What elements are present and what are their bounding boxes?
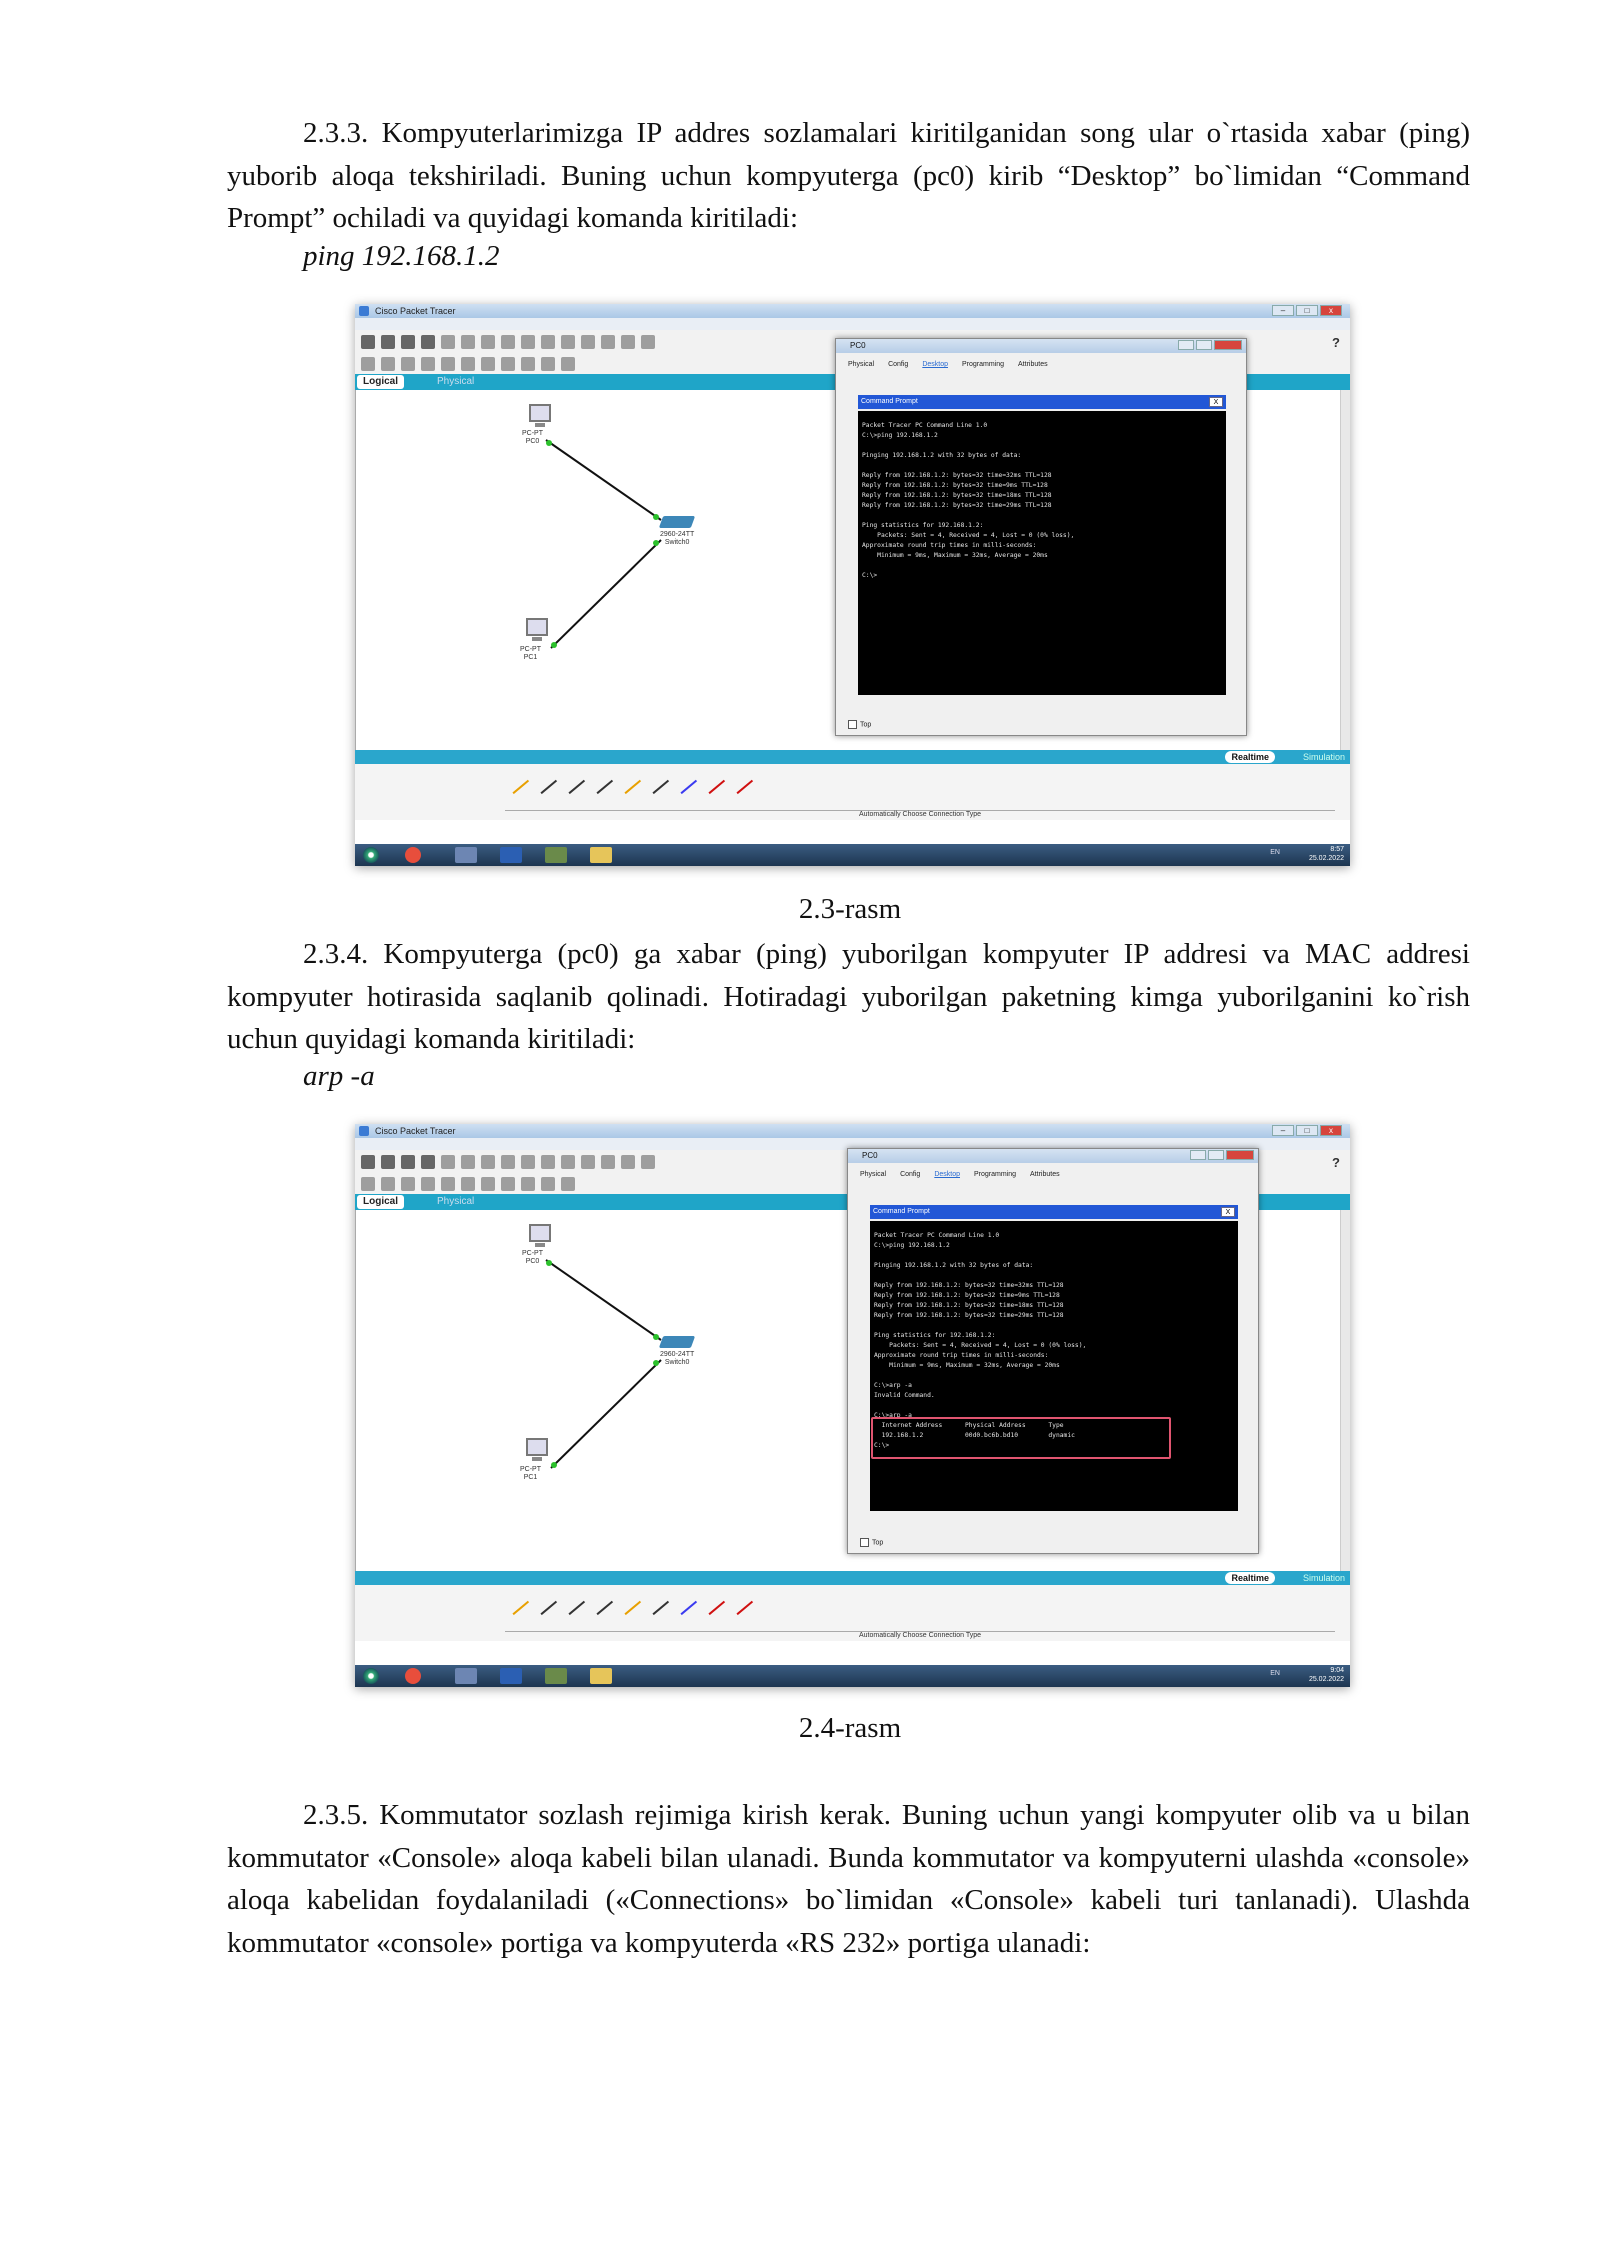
screenshot-figure-2-3 [355,304,1350,866]
clock-date: 25.02.2022 [1308,855,1344,862]
serial-dte-icon[interactable] [725,766,753,794]
auto-cable-icon[interactable] [501,1587,529,1615]
system-clock [1309,845,1344,863]
windows-taskbar [355,844,1350,866]
zoom-reset-icon[interactable] [581,1155,595,1169]
clock-date: 25.02.2022 [1308,1676,1344,1683]
pc0-dialog [835,338,1247,736]
dialog-titlebar [836,339,1246,353]
command-prompt-titlebar [858,395,1226,409]
line-icon[interactable] [461,357,475,371]
link-status-dot [551,1462,557,1468]
tab-attributes[interactable]: Attributes [1030,1171,1060,1178]
chrome-icon[interactable] [405,1668,421,1684]
tab-desktop[interactable]: Desktop [922,361,948,368]
info-icon[interactable] [441,1155,455,1169]
app-titlebar [355,304,1350,318]
link-status-dot [653,1360,659,1366]
print-icon[interactable] [421,1155,435,1169]
simulation-mode-button[interactable]: Simulation [1302,1573,1345,1583]
command-prompt-titlebar [870,1205,1238,1219]
paragraph-text: 2.3.4. Kompyuterga (pc0) ga xabar (ping) yuborilgan kompyuter IP addresi va MAC addresi kompyuter hotirasida saqlanib qolinadi. Hotiradagi yuborilgan paketning kimga yuborilganini ko`rish uchun quyidagi komanda kiritiladi: [227,938,1470,1055]
custom-device-icon[interactable] [641,1155,655,1169]
top-checkbox[interactable]: Top [860,1538,883,1547]
drawing-palette-icon[interactable] [621,1155,635,1169]
packet-tracer-task-icon[interactable] [545,847,567,863]
serial-dte-icon[interactable] [725,1587,753,1615]
pc1-label: PC-PT PC1 [520,1466,541,1481]
redo-icon[interactable] [541,1155,555,1169]
window-controls [1272,1125,1342,1136]
maximize-button[interactable]: □ [1296,1125,1318,1136]
logical-tab[interactable]: Logical [357,375,404,389]
complex-pdu-icon[interactable] [561,1177,575,1191]
info-icon[interactable] [441,335,455,349]
packet-tracer-icon [359,306,369,316]
packet-tracer-icon [359,1126,369,1136]
paragraph-text: 2.3.5. Kommutator sozlash rejimiga kirish kerak. Buning uchun yangi kompyuter olib va u bilan kommutator «Console» aloqa kabeli bilan ulanadi. Bunda kommutator va kompyuterni ulashda «console» aloqa kabelidan foydalaniladi («Connections» bo`limidan «Console» kabeli turi tanlanadi). Ulashda kommutator «console» portiga va kompyuterda «RS 232» portiga ulanadi: [227,1799,1470,1959]
auto-cable-icon[interactable] [501,766,529,794]
wizard-icon[interactable] [461,1155,475,1169]
console-cable-icon[interactable] [529,766,557,794]
link-status-dot [653,540,659,546]
file-icon[interactable] [455,847,477,863]
drawing-palette-icon[interactable] [621,335,635,349]
paste-icon[interactable] [501,1155,515,1169]
zoom-reset-icon[interactable] [581,335,595,349]
arp-table-highlight [871,1417,1171,1459]
workspace-scrollbar[interactable] [1340,390,1350,750]
tab-desktop[interactable]: Desktop [934,1171,960,1178]
window-controls [1272,305,1342,316]
switch0-icon[interactable] [659,1336,695,1348]
simulation-mode-button[interactable]: Simulation [1302,752,1345,762]
workspace-scrollbar[interactable] [1340,1210,1350,1571]
packet-tracer-task-icon[interactable] [545,1668,567,1684]
serial-dce-icon[interactable] [697,766,725,794]
tab-physical[interactable]: Physical [848,361,875,368]
link-pc1-switch0[interactable] [551,540,661,648]
console-cable-icon[interactable] [529,1587,557,1615]
freeform-icon[interactable] [521,1177,535,1191]
ellipse-icon[interactable] [501,357,515,371]
link-pc0-switch0[interactable] [546,440,661,520]
redo-icon[interactable] [541,335,555,349]
dialog-tabs [848,361,1048,368]
custom-device-icon[interactable] [641,335,655,349]
logical-tab[interactable]: Logical [357,1195,404,1209]
mode-bar [355,750,1350,764]
resize-icon[interactable] [421,357,435,371]
undo-icon[interactable] [521,335,535,349]
connection-type-label: Automatically Choose Connection Type [505,1631,1335,1639]
link-status-dot [546,440,552,446]
dialog-maximize-button[interactable] [1208,1150,1224,1160]
command-prompt-title: Command Prompt [861,398,918,405]
switch0-label: 2960-24TT Switch0 [660,531,695,546]
paragraph-text: 2.3.3. Kompyuterlarimizga IP addres sozlamalari kiritilganidan song ular o`rtasida xabar (ping) yuborib aloqa tekshiriladi. Buning uchun kompyuterga (pc0) kirib “Desktop” bo`limidan “Command Prompt” ochiladi va quyidagi komanda kiritiladi: [227,117,1470,234]
straight-cable-icon[interactable] [557,1587,585,1615]
command-prompt-title: Command Prompt [873,1208,930,1215]
open-icon[interactable] [381,1155,395,1169]
zoom-in-icon[interactable] [561,1155,575,1169]
connection-types [505,1591,749,1611]
select-icon[interactable] [361,1177,375,1191]
connection-type-label: Automatically Choose Connection Type [505,810,1335,818]
simple-pdu-icon[interactable] [541,357,555,371]
file-icon[interactable] [455,1668,477,1684]
resize-icon[interactable] [421,1177,435,1191]
phone-cable-icon[interactable] [641,766,669,794]
tab-programming[interactable]: Programming [974,1171,1017,1178]
fiber-cable-icon[interactable] [613,766,641,794]
command-ping: ping 192.168.1.2 [303,240,500,272]
delete-icon[interactable] [401,1177,415,1191]
help-icon[interactable]: ? [1332,334,1340,350]
print-icon[interactable] [421,335,435,349]
folder-icon[interactable] [590,1668,612,1684]
dialog-tabs [860,1171,1060,1178]
switch0-label: 2960-24TT Switch0 [660,1351,695,1366]
app-title: Cisco Packet Tracer [375,1126,456,1136]
straight-cable-icon[interactable] [557,766,585,794]
paragraph-2-3-3 [227,112,1470,240]
pc0-icon[interactable] [529,404,551,422]
paragraph-2-3-4 [227,933,1470,1061]
inspect-icon[interactable] [381,1177,395,1191]
link-pc0-switch0[interactable] [546,1260,661,1340]
zoom-in-icon[interactable] [561,335,575,349]
pc0-label: PC-PT PC0 [522,430,543,445]
zoom-out-icon[interactable] [601,335,615,349]
link-status-dot [653,514,659,520]
rectangle-icon[interactable] [481,1177,495,1191]
cross-cable-icon[interactable] [585,766,613,794]
top-checkbox[interactable]: Top [848,720,871,729]
note-icon[interactable] [441,357,455,371]
dialog-minimize-button[interactable] [1190,1150,1206,1160]
inspect-icon[interactable] [381,357,395,371]
dialog-title: PC0 [862,1151,878,1160]
minimize-button[interactable]: – [1272,305,1294,316]
caption-2-3: 2.3-rasm [798,893,902,925]
pc1-icon[interactable] [526,1438,548,1456]
save-icon[interactable] [401,1155,415,1169]
serial-dce-icon[interactable] [697,1587,725,1615]
command-prompt-close-button[interactable]: X [1209,397,1223,407]
app-title: Cisco Packet Tracer [375,306,456,316]
device-panel [355,1585,1350,1641]
realtime-mode-button[interactable]: Realtime [1225,1572,1275,1584]
save-icon[interactable] [401,335,415,349]
cross-cable-icon[interactable] [585,1587,613,1615]
start-button-icon[interactable] [363,847,379,863]
note-icon[interactable] [441,1177,455,1191]
link-status-dot [551,642,557,648]
freeform-icon[interactable] [521,357,535,371]
caption-2-4: 2.4-rasm [798,1712,902,1744]
physical-tab[interactable]: Physical [437,376,475,387]
copy-icon[interactable] [481,1155,495,1169]
open-icon[interactable] [381,335,395,349]
minimize-button[interactable]: – [1272,1125,1294,1136]
menu-bar[interactable] [355,318,1350,330]
zoom-out-icon[interactable] [601,1155,615,1169]
dialog-controls [1190,1150,1254,1160]
maximize-button[interactable]: □ [1296,305,1318,316]
language-indicator[interactable]: EN [1270,849,1280,856]
help-icon[interactable]: ? [1332,1154,1340,1170]
tab-programming[interactable]: Programming [962,361,1005,368]
command-prompt-terminal[interactable] [870,1221,1238,1511]
dialog-maximize-button[interactable] [1196,340,1212,350]
terminal-output: Packet Tracer PC Command Line 1.0 C:\>ping 192.168.1.2 Pinging 192.168.1.2 with 32 bytes of data: Reply from 192.168.1.2: bytes=32 time=32ms TTL=128 Reply from 192.168.1.2: bytes=32 time=9ms TTL=128 Reply from 192.168.1.2: bytes=32 time=18ms TTL=128 Reply from 192.168.1.2: bytes=32 time=29ms TTL=128 Ping statistics for 192.168.1.2: Packets: Sent = 4, Received = 4, Lost = 0 (0% loss), Approximate round trip times in milli-seconds: Minimum = 9ms, Maximum = 32ms, Average = 20ms C:\> [862,422,1075,579]
rectangle-icon[interactable] [481,357,495,371]
dialog-minimize-button[interactable] [1178,340,1194,350]
dialog-close-button[interactable] [1214,340,1242,350]
link-pc1-switch0[interactable] [551,1360,661,1468]
new-file-icon[interactable] [361,335,375,349]
paste-icon[interactable] [501,335,515,349]
pc1-label: PC-PT PC1 [520,646,541,661]
folder-icon[interactable] [590,847,612,863]
physical-tab[interactable]: Physical [437,1196,475,1207]
device-panel [355,764,1350,820]
mode-bar [355,1571,1350,1585]
word-icon[interactable] [500,1668,522,1684]
copy-icon[interactable] [481,335,495,349]
dialog-controls [1178,340,1242,350]
tab-config[interactable]: Config [888,361,909,368]
wizard-icon[interactable] [461,335,475,349]
coaxial-cable-icon[interactable] [669,766,697,794]
delete-icon[interactable] [401,357,415,371]
terminal-output: Packet Tracer PC Command Line 1.0 C:\>ping 192.168.1.2 Pinging 192.168.1.2 with 32 bytes of data: Reply from 192.168.1.2: bytes=32 time=32ms TTL=128 Reply from 192.168.1.2: bytes=32 time=9ms TTL=128 Reply from 192.168.1.2: bytes=32 time=18ms TTL=128 Reply from 192.168.1.2: bytes=32 time=29ms TTL=128 Ping statistics for 192.168.1.2: Packets: Sent = 4, Received = 4, Lost = 0 (0% loss), Approximate round trip times in milli-seconds: Minimum = 9ms, Maximum = 32ms, Average = 20ms C:\>arp -a Invalid Command. C:\>arp -a Internet Address Physical Address Type 192.168.1.2 00d0.bc6b.bd10 dynamic C:\> [874,1232,1087,1449]
fiber-cable-icon[interactable] [613,1587,641,1615]
tab-physical[interactable]: Physical [860,1171,887,1178]
command-prompt-terminal[interactable] [858,411,1226,695]
clock-time: 9:04 [1330,1667,1344,1674]
windows-taskbar [355,1665,1350,1687]
command-prompt-close-button[interactable]: X [1221,1207,1235,1217]
realtime-mode-button[interactable]: Realtime [1225,751,1275,763]
start-button-icon[interactable] [363,1668,379,1684]
word-icon[interactable] [500,847,522,863]
link-status-dot [653,1334,659,1340]
complex-pdu-icon[interactable] [561,357,575,371]
app-titlebar [355,1124,1350,1138]
language-indicator[interactable]: EN [1270,1670,1280,1677]
coaxial-cable-icon[interactable] [669,1587,697,1615]
line-icon[interactable] [461,1177,475,1191]
paragraph-2-3-5 [227,1794,1470,1964]
link-status-dot [546,1260,552,1266]
close-button[interactable]: x [1320,305,1342,316]
dialog-title: PC0 [850,341,866,350]
close-button[interactable]: x [1320,1125,1342,1136]
pc0-icon[interactable] [529,1224,551,1242]
new-file-icon[interactable] [361,1155,375,1169]
phone-cable-icon[interactable] [641,1587,669,1615]
dialog-titlebar [848,1149,1258,1163]
connection-types [505,770,749,790]
chrome-icon[interactable] [405,847,421,863]
pc0-dialog [847,1148,1259,1554]
tab-attributes[interactable]: Attributes [1018,361,1048,368]
tab-config[interactable]: Config [900,1171,921,1178]
clock-time: 8:57 [1330,846,1344,853]
select-icon[interactable] [361,357,375,371]
simple-pdu-icon[interactable] [541,1177,555,1191]
pc0-label: PC-PT PC0 [522,1250,543,1265]
screenshot-figure-2-4 [355,1124,1350,1687]
command-arp: arp -a [303,1060,375,1092]
ellipse-icon[interactable] [501,1177,515,1191]
undo-icon[interactable] [521,1155,535,1169]
switch0-icon[interactable] [659,516,695,528]
system-clock [1309,1666,1344,1684]
pc1-icon[interactable] [526,618,548,636]
dialog-close-button[interactable] [1226,1150,1254,1160]
